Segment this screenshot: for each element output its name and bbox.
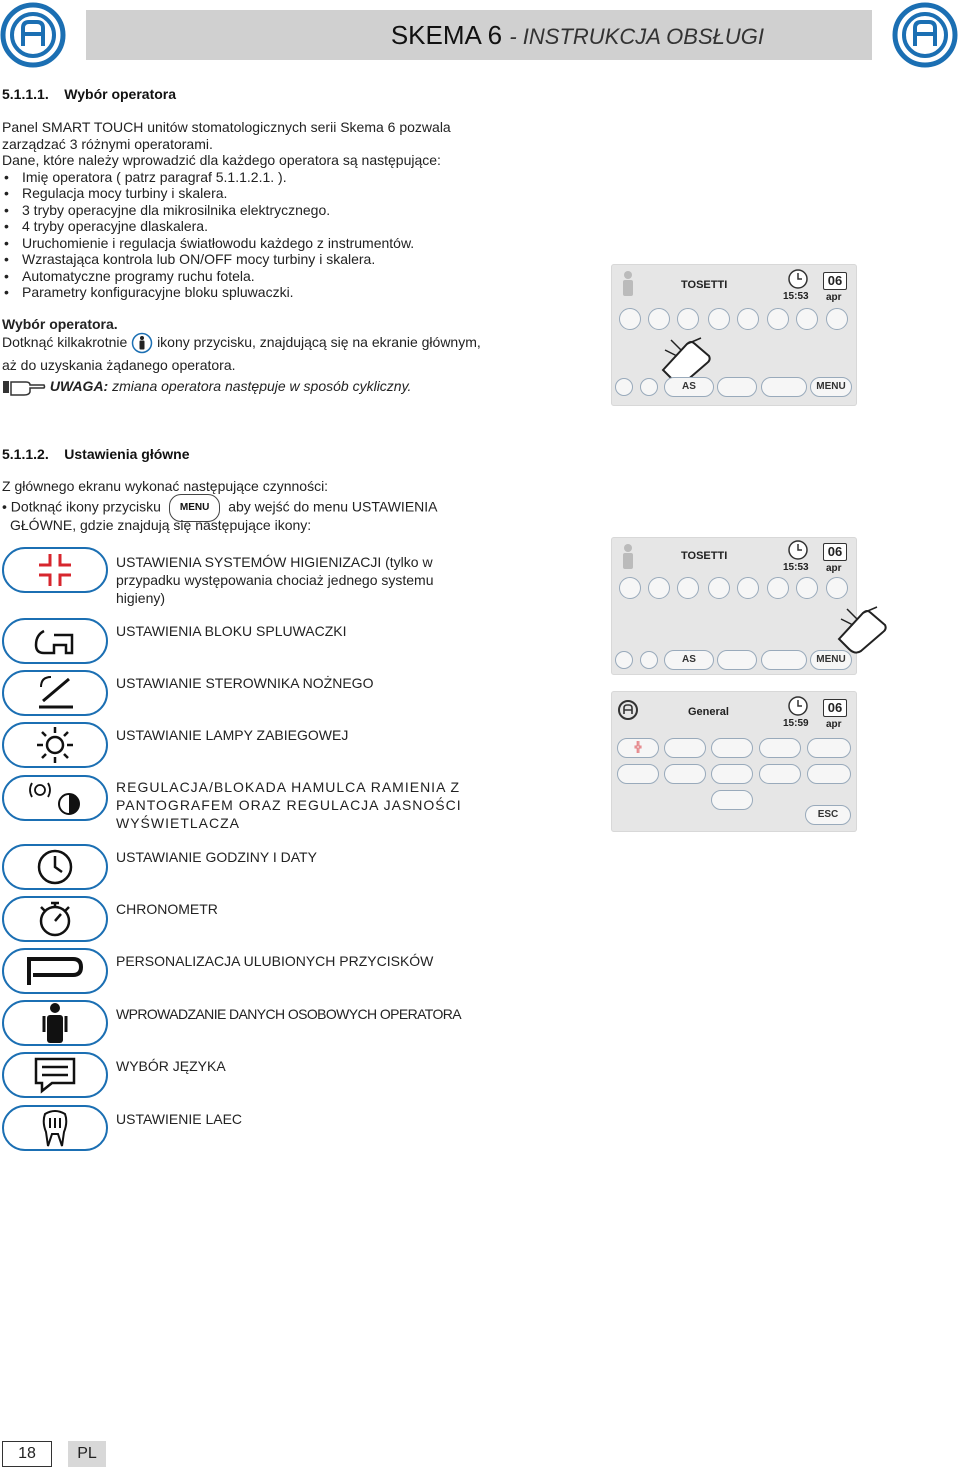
favorites-icon: [25, 955, 85, 987]
favorites-screen-button: [711, 764, 753, 784]
language-label: WYBÓR JĘZYKA: [116, 1058, 226, 1074]
settings-text: • Dotknąć ikony przycisku: [2, 498, 161, 515]
operator-data-label: WPROWADZANIE DANYCH OSOBOWYCH OPERATORA: [116, 1006, 462, 1022]
chronometer-label: CHRONOMETR: [116, 901, 218, 917]
screen-operator-name: TOSETTI: [681, 279, 728, 291]
touch-text: Dotknąć kilkakrotnie: [2, 334, 128, 350]
language-icon: [32, 1055, 78, 1095]
section-number: 5.1.1.1.: [2, 86, 49, 102]
language-code: PL: [68, 1441, 106, 1467]
instrument-button: [648, 577, 670, 599]
section-heading-operator: [2, 86, 176, 102]
clock-icon: [35, 847, 75, 887]
foot-control-icon: [33, 673, 77, 713]
company-logo-icon: [617, 699, 639, 721]
spittoon-screen-button: [664, 738, 706, 758]
screen-day: 06: [823, 543, 847, 561]
chair-button: [717, 377, 757, 397]
instrument-button: [619, 308, 641, 330]
intro-paragraph: [2, 119, 451, 301]
section-title: Ustawienia główne: [64, 446, 190, 462]
menu-button: MENU: [810, 650, 852, 670]
foot-control-screen-button: [711, 738, 753, 758]
chronometer-icon: [35, 899, 75, 939]
operator-button-icon: [131, 332, 153, 354]
doc-title-main: SKEMA 6: [390, 20, 503, 50]
clock-icon: [787, 268, 809, 290]
operator-data-button: [2, 1000, 108, 1046]
operator-silhouette-icon: [619, 543, 637, 571]
screen-day: 06: [823, 699, 847, 717]
list-item: • 4 tryby operacyjne dlaskalera.: [2, 218, 451, 235]
instrument-button: [826, 308, 848, 330]
hygiene-button: [2, 547, 108, 593]
operator-button: [640, 651, 658, 669]
brake-brightness-label: REGULACJA/BLOKADA HAMULCA RAMIENIA Z PANTOGRAFEM ORAZ REGULACJA JASNOŚCI WYŚWIETLACZA: [116, 779, 462, 831]
touch-hand-icon: [833, 605, 889, 655]
chronometer-screen-button: [664, 764, 706, 784]
doc-title-sub: - INSTRUKCJA OBSŁUGI: [509, 24, 764, 49]
instrument-button: [708, 577, 730, 599]
clock-button: [2, 844, 108, 890]
chronometer-button: [2, 896, 108, 942]
foot-control-label: USTAWIANIE STEROWNIKA NOŻNEGO: [116, 675, 374, 691]
instrument-button: [619, 577, 641, 599]
page-title: [391, 20, 764, 51]
touch-text: aż do uzyskania żądanego operatora.: [2, 357, 236, 373]
general-settings-screen-preview: [611, 691, 857, 832]
screen-operator-name: TOSETTI: [681, 550, 728, 562]
brake-brightness-icon: [25, 778, 85, 818]
spittoon-icon: [32, 623, 78, 659]
company-logo-left-icon: [0, 2, 66, 68]
instrument-button: [737, 577, 759, 599]
operator-icon: [40, 1002, 70, 1044]
pointing-hand-icon: [2, 377, 46, 397]
screen-month: apr: [826, 292, 842, 303]
instrument-button: [796, 577, 818, 599]
company-logo-right-icon: [892, 2, 958, 68]
instrument-button: [708, 308, 730, 330]
clock-icon: [787, 539, 809, 561]
page-number: 18: [2, 1441, 52, 1467]
instrument-button: [737, 308, 759, 330]
screen-time: 15:53: [783, 291, 809, 302]
screen-month: apr: [826, 563, 842, 574]
screen-time: 15:59: [783, 718, 809, 729]
screen-time: 15:53: [783, 562, 809, 573]
instrument-button: [796, 308, 818, 330]
note-text: zmiana operatora następuje w sposób cykliczny.: [108, 378, 412, 394]
laec-button: [2, 1105, 108, 1151]
hygiene-label: USTAWIENIA SYSTEMÓW HIGIENIZACJI (tylko w przypadku występowania chociaż jednego systemu higieny): [116, 554, 434, 606]
note-label: UWAGA:: [49, 378, 109, 394]
main-screen-preview: [611, 264, 857, 406]
esc-button: ESC: [805, 805, 851, 825]
section-heading-settings: [2, 446, 190, 462]
section-title: Wybór operatora: [64, 86, 177, 102]
touch-text: ikony przycisku, znajdującą się na ekranie głównym,: [157, 334, 481, 350]
as-button: AS: [664, 650, 714, 670]
note: [2, 374, 411, 398]
list-item: • 3 tryby operacyjne dla mikrosilnika elektrycznego.: [2, 202, 451, 219]
language-screen-button: [807, 764, 851, 784]
laec-tooth-icon: [40, 1108, 70, 1148]
hygiene-screen-button: ╬: [617, 738, 659, 758]
list-item: • Parametry konfiguracyjne bloku spluwaczki.: [2, 284, 451, 301]
spittoon-button: [2, 618, 108, 664]
lamp-button: [2, 722, 108, 768]
instrument-button: [767, 308, 789, 330]
lamp-screen-button: [759, 738, 801, 758]
language-button: [2, 1052, 108, 1098]
brightness-button: [761, 377, 807, 397]
intro-line: Panel SMART TOUCH unitów stomatologicznych serii Skema 6 pozwala: [2, 119, 451, 135]
list-item: • Imię operatora ( patrz paragraf 5.1.1.2.1. ).: [2, 169, 451, 186]
operator-screen-button: [759, 764, 801, 784]
info-button: [615, 651, 633, 669]
instrument-button: [767, 577, 789, 599]
screen-menu-title: General: [688, 706, 729, 718]
menu-pill: MENU: [169, 494, 220, 522]
chair-button: [717, 650, 757, 670]
favorites-button: [2, 948, 108, 994]
lamp-label: USTAWIANIE LAMPY ZABIEGOWEJ: [116, 727, 349, 743]
settings-intro: Z głównego ekranu wykonać następujące czynności:: [2, 478, 329, 494]
spittoon-label: USTAWIENIA BLOKU SPLUWACZKI: [116, 623, 347, 639]
operator-button: [640, 378, 658, 396]
list-item: • Automatyczne programy ruchu fotela.: [2, 268, 451, 285]
section-number: 5.1.1.2.: [2, 446, 49, 462]
clock-label: USTAWIANIE GODZINY I DATY: [116, 849, 317, 865]
favorites-label: PERSONALIZACJA ULUBIONYCH PRZYCISKÓW: [116, 953, 434, 969]
touch-instruction: [2, 332, 481, 354]
instrument-button: [826, 577, 848, 599]
menu-button: MENU: [810, 377, 852, 397]
clock-screen-button: [617, 764, 659, 784]
clock-icon: [787, 695, 809, 717]
laec-label: USTAWIENIE LAEC: [116, 1111, 243, 1127]
operator-silhouette-icon: [619, 270, 637, 298]
list-item: • Regulacja mocy turbiny i skalera.: [2, 185, 451, 202]
lamp-icon: [35, 725, 75, 765]
intro-line: zarządzać 3 różnymi operatorami.: [2, 135, 213, 152]
subheading-operator-selection: Wybór operatora.: [2, 316, 118, 332]
brake-brightness-button: [2, 775, 108, 821]
brightness-button: [761, 650, 807, 670]
foot-control-button: [2, 670, 108, 716]
as-button: AS: [664, 377, 714, 397]
laec-screen-button: [711, 790, 753, 810]
screen-month: apr: [826, 719, 842, 730]
operator-data-list: [2, 169, 451, 301]
instrument-button: [648, 308, 670, 330]
settings-text: aby wejść do menu USTAWIENIA: [228, 498, 438, 515]
instrument-button: [677, 577, 699, 599]
screen-day: 06: [823, 272, 847, 290]
intro-line: Dane, które należy wprowadzić dla każdego operatora są następujące:: [2, 152, 441, 168]
instrument-button: [677, 308, 699, 330]
hygiene-cross-icon: [35, 550, 75, 590]
list-item: • Wzrastająca kontrola lub ON/OFF mocy turbiny i skalera.: [2, 251, 451, 268]
info-button: [615, 378, 633, 396]
brake-screen-button: [807, 738, 851, 758]
list-item: • Uruchomienie i regulacja światłowodu każdego z instrumentów.: [2, 235, 451, 252]
settings-text: GŁÓWNE, gdzie znajdują się następujące ikony:: [10, 517, 312, 533]
main-screen-menu-preview: [611, 537, 857, 675]
